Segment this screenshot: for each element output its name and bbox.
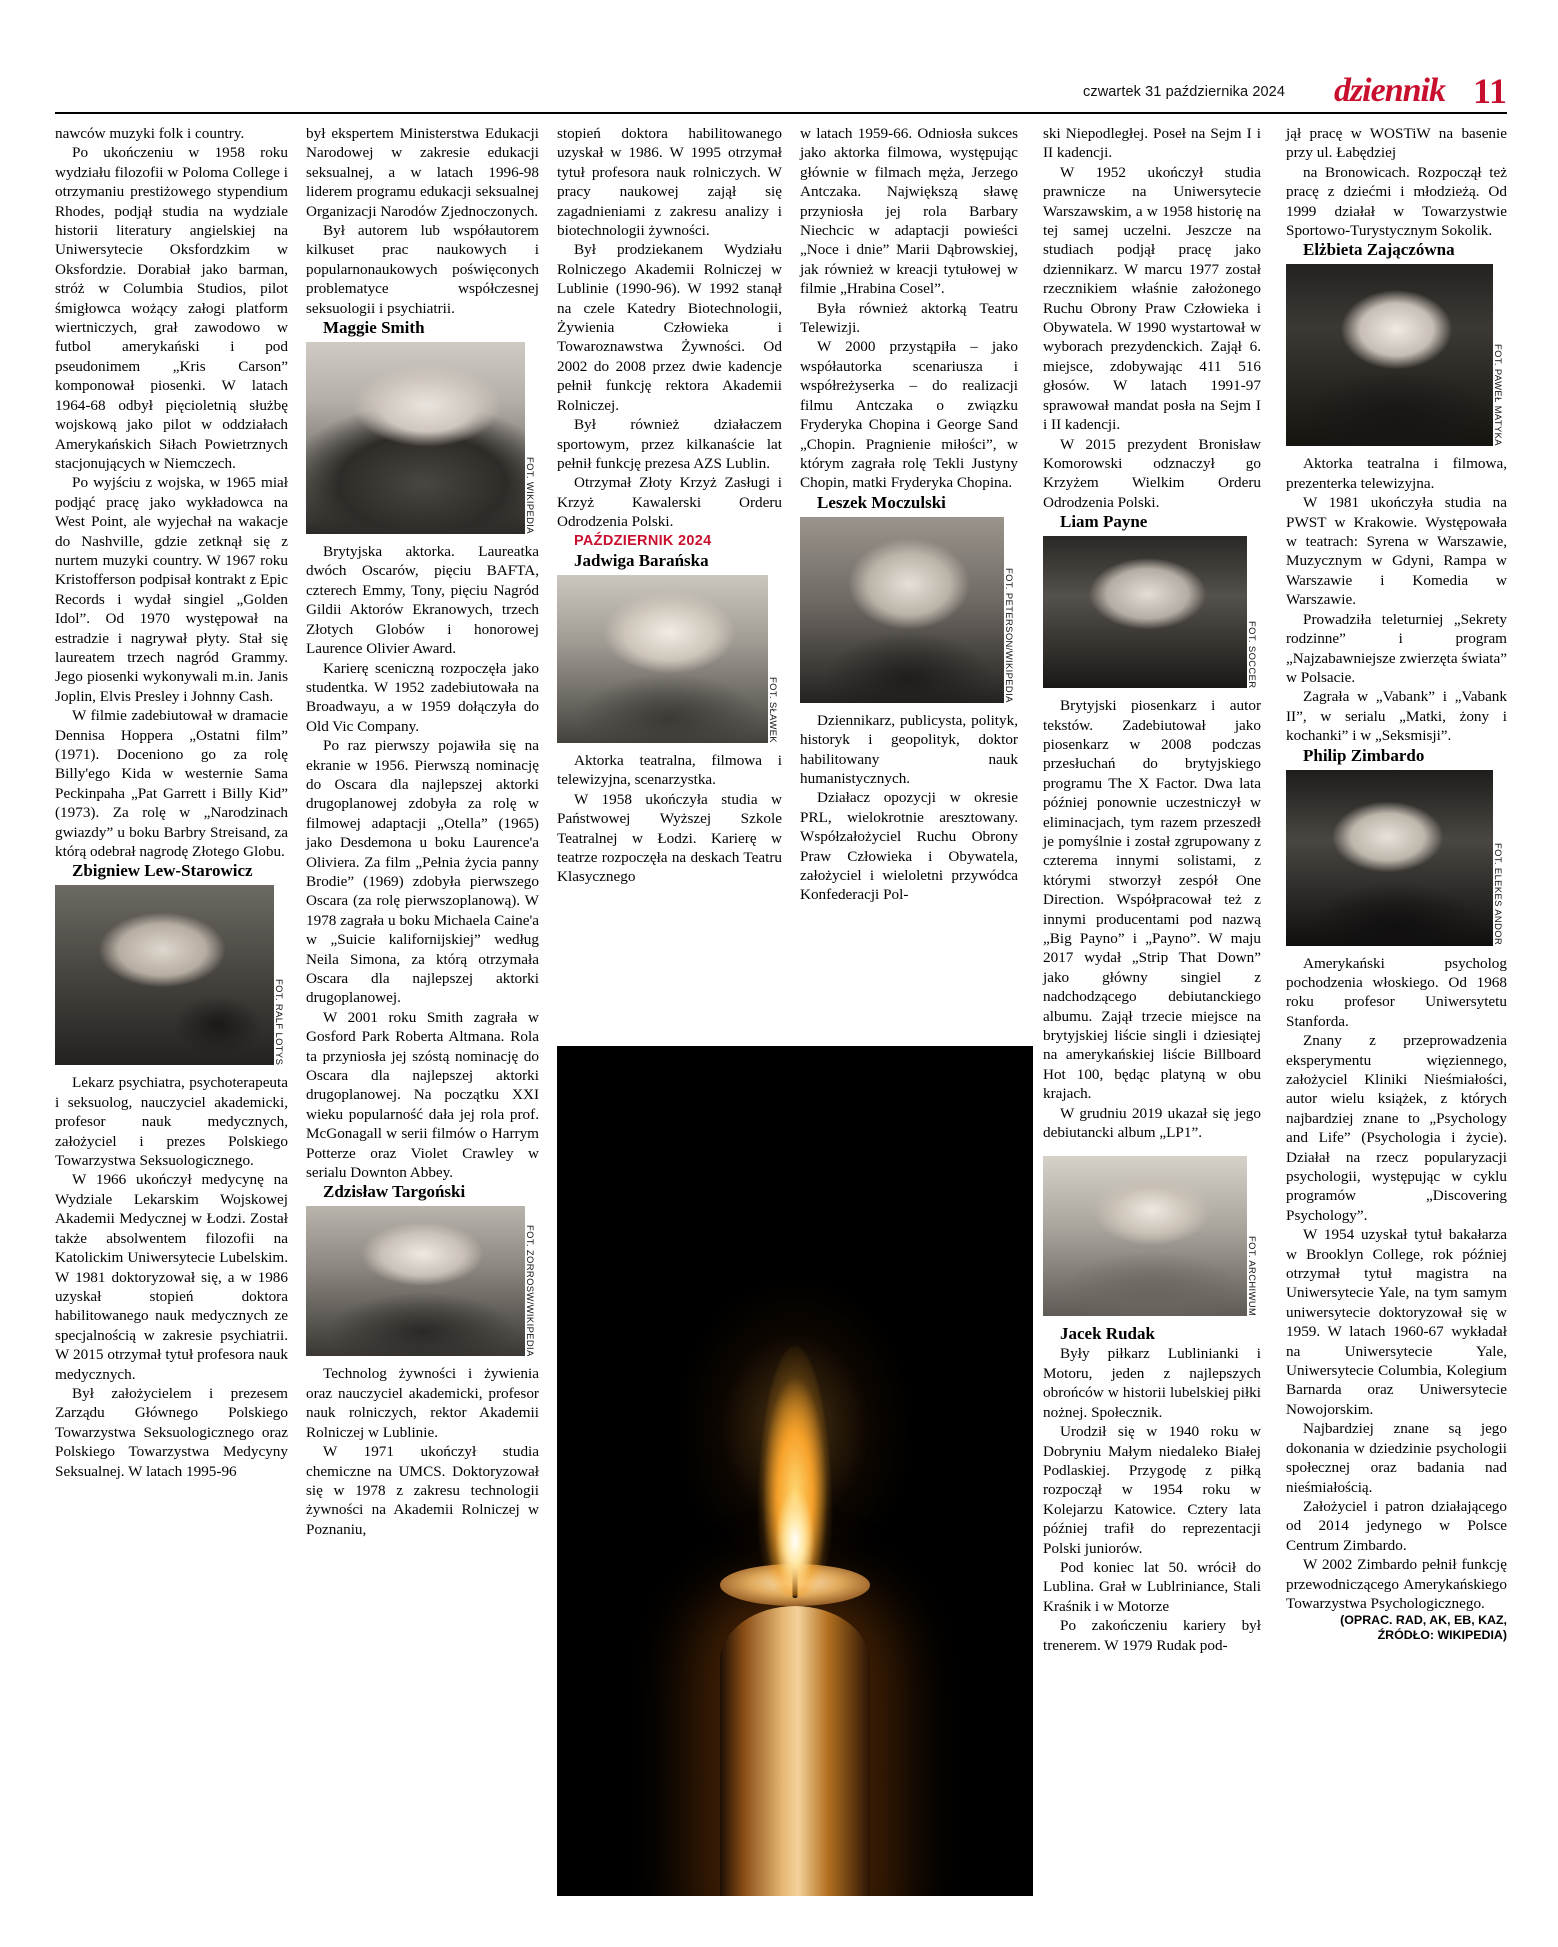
page-number: 11	[1472, 71, 1507, 111]
person-heading-zbigniew-lew-starowicz: Zbigniew Lew-Starowicz	[72, 861, 253, 881]
photo-zdzislaw-targonski	[306, 1206, 539, 1356]
photo-credit: FOT. RALF LOTYS	[274, 885, 288, 1065]
paragraph: Były piłkarz Lublinianki i Motoru, jeden z najlepszych obrońców w historii lubelskiej piłki nożnej. Społecznik.	[1043, 1345, 1261, 1421]
paragraph: Zagrała w „Vabank” i „Vabank II”, w serialu „Matki, żony i kochanki” i w „Seksmisji”.	[1286, 688, 1507, 745]
paragraph: W 2001 roku Smith zagrała w Gosford Park Roberta Altmana. Rola ta przyniosła jej szóstą nominację do Oscara dla najlepszej aktorki drugoplanowej. Na początku XXI wieku popularność dała jej rola prof. McGonagall w serii filmów o Harrym Potterze oraz Violet Crawley w serialu Downton Abbey.	[306, 1008, 539, 1182]
paragraph: Karierę sceniczną rozpoczęła jako studentka. W 1952 zadebiutowała na Broadwayu, a w 1959 dołączyła do Old Vic Company.	[306, 659, 539, 735]
paragraph: nawców muzyki folk i country.	[55, 125, 245, 142]
paragraph: Urodził się w 1940 roku w Dobryniu Małym niedaleko Białej Podlaskiej. Przygodę z piłką rozpoczął w 1954 roku w Kolejarzu Katowice. Cztery lata później trafił do reprezentacji Polski juniorów.	[1043, 1423, 1261, 1557]
paragraph: był ekspertem Ministerstwa Edukacji Narodowej w zakresie edukacji seksualnej, a w latach 1996-98 liderem programu edukacji seksualnej Organizacji Narodów Zjednoczonych.	[306, 125, 539, 220]
person-heading-maggie-smith: Maggie Smith	[323, 318, 425, 338]
paragraph: Był również działaczem sportowym, przez kilkanaście lat pełnił funkcję prezesa AZS Lublin.	[557, 416, 782, 472]
section-label-pazdziernik-2024: PAŹDZIERNIK 2024	[574, 532, 712, 549]
photo-liam-payne	[1043, 536, 1261, 688]
photo-credit: FOT. SŁAWEK	[768, 575, 782, 743]
publication-logo: dziennik	[1333, 72, 1445, 109]
paragraph: Aktorka teatralna i filmowa, prezenterka telewizyjna.	[1286, 455, 1507, 492]
person-heading-jadwiga-baranska: Jadwiga Barańska	[574, 550, 709, 570]
paragraph: Pod koniec lat 50. wrócił do Lublina. Grał w Lublriniance, Stali Kraśnik i w Motorze	[1043, 1558, 1261, 1615]
header-divider	[55, 112, 1507, 114]
photo-credit: FOT. PETERSON/WIKIPEDIA	[1004, 517, 1018, 703]
photo-credit: FOT. ELEKES ANDOR	[1493, 770, 1507, 946]
paragraph: na Bronowicach. Rozpoczął też pracę z dziećmi i młodzieżą. Od 1999 działał w Towarzystwie Sportowo-Turystycznym Sokolik.	[1286, 163, 1507, 240]
editorial-credit: (OPRAC. RAD, AK, EB, KAZ, ŹRÓDŁO: WIKIPEDIA)	[1340, 1613, 1507, 1643]
photo-jacek-rudak	[1043, 1156, 1261, 1316]
paragraph: Po zakończeniu kariery był trenerem. W 1979 Rudak pod-	[1043, 1617, 1261, 1654]
paragraph: Znany z przeprowadzenia eksperymentu więziennego, założyciel Kliniki Nieśmiałości, autor wielu książek, z których najbardziej znane to „Psychology and Life” (Psychologia i życie). Działał na rzecz popularyzacji psychologii, występując w cyklu programów „Discovering Psychology”.	[1286, 1032, 1507, 1224]
column-4	[800, 124, 1018, 905]
column-5	[1043, 124, 1261, 1655]
paragraph: w latach 1959-66. Odniosła sukces jako aktorka filmowa, występując głównie w filmach męża, Jerzego Antczaka. Największą sławę przyniosła jej rola Barbary Niechcic w adaptacji powieści „Noce i dnie” Marii Dąbrowskiej, jak również w kreacji tytułowej w filmie „Hrabina Cosel”.	[800, 125, 1018, 298]
person-heading-jacek-rudak: Jacek Rudak	[1060, 1324, 1155, 1344]
person-heading-zdzislaw-targonski: Zdzisław Targoński	[323, 1182, 466, 1202]
photo-credit: FOT. WIKIPEDIA	[525, 342, 539, 534]
candle-photo	[557, 1046, 1033, 1896]
column-2	[306, 124, 539, 1539]
paragraph: Amerykański psycholog pochodzenia włoskiego. Od 1968 roku profesor Uniwersytetu Stanforda.	[1286, 954, 1507, 1030]
paragraph: Technolog żywności i żywienia oraz nauczyciel akademicki, profesor nauk rolniczych, rektor Akademii Rolniczej w Lublinie.	[306, 1365, 539, 1441]
paragraph: Brytyjski piosenkarz i autor tekstów. Zadebiutował jako piosenkarz w 2008 podczas przesłuchań do brytyjskiego programu The X Factor. Dwa lata później ponownie uczestniczył w eliminacjach, tym razem przeszedł je pomyślnie i został zgrupowany z czterema innymi solistami, z którymi stworzył zespół One Direction. Współpracował też z innymi producentami pod nazwą „Big Payno” i „Payno”. W maju 2017 wydał „Strip That Down” jako główny singiel z nadchodzącego debiutanckiego albumu. Zajął trzecie miejsce na brytyjskiej liście singli i dziesiątej na amerykańskiej liście Billboard Hot 100, będąc platyną w obu krajach.	[1043, 697, 1261, 1103]
paragraph: stopień doktora habilitowanego uzyskał w 1986. W 1995 otrzymał tytuł profesora nauk rolniczych. W pracy naukowej zajął się zagadnieniami z zakresu analizy i biotechnologii żywności.	[557, 125, 782, 240]
column-6	[1286, 124, 1507, 1643]
photo-credit: FOT. ZORROSW/WIKIPEDIA	[525, 1206, 539, 1356]
photo-credit: FOT. PAWEŁ MATYKA	[1493, 264, 1507, 446]
paragraph: Po ukończeniu w 1958 roku wydziału filozofii w Poloma College i otrzymaniu prestiżowego stypendium Rhodes, podjął studia na wydziale historii literatury angielskiej na Uniwersytecie Oksfordzkim w Oksfordzie. Dorabiał jako barman, stróż w Columbia Studios, pilot śmigłowca wożący załogi platform wiertniczych, grał zawodowo w futbol amerykański i pod pseudonimem „Kris Carson” komponował piosenki. W latach 1964-68 odbył pięcioletnią służbę wojskową jako pilot w oddziałach Amerykańskich Siłach Powietrznych stacjonujących w Niemczech.	[55, 144, 288, 472]
person-heading-philip-zimbardo: Philip Zimbardo	[1303, 745, 1425, 765]
paragraph: Był autorem lub współautorem kilkuset prac naukowych i popularnonaukowych poświęconych problematyce współczesnej seksuologii i psychiatrii.	[306, 222, 539, 317]
paragraph: W 2002 Zimbardo pełnił funkcję przewodniczącego Amerykańskiego Towarzystwa Psychologicznego.	[1286, 1556, 1507, 1612]
paragraph: Założyciel i patron działającego od 2014 jedynego w Polsce Centrum Zimbardo.	[1286, 1497, 1507, 1554]
paragraph: W 1954 uzyskał tytuł bakałarza w Brooklyn College, rok później otrzymał tytuł magistra na Uniwersytecie Yale, na tym samym uniwersytecie doktoryzował się w 1959. W latach 1960-67 wykładał na Uniwersytecie Yale, Uniwersytecie Columbia, Kolegium Barnarda oraz Uniwersytecie Nowojorskim.	[1286, 1226, 1507, 1418]
paragraph: W grudniu 2019 ukazał się jego debiutancki album „LP1”.	[1043, 1104, 1261, 1142]
issue-date: czwartek 31 października 2024	[1083, 84, 1285, 100]
photo-maggie-smith	[306, 342, 539, 534]
paragraph: Po wyjściu z wojska, w 1965 miał podjąć pracę jako wykładowca na West Point, ale wyjechał na wakacje do Nashville, gdzie zetknął się z nurtem muzyki country. W 1967 roku Kristofferson podpisał kontrakt z Epic Records i wydał singiel „Golden Idol”. Od 1970 występował na estradzie i nagrywał płyty. Stał się laureatem trzech nagród Grammy. Jego piosenki wykonywali m.in. Janis Joplin, Elvis Presley i Johnny Cash.	[55, 474, 288, 705]
paragraph: Otrzymał Złoty Krzyż Zasługi i Krzyż Kawalerski Orderu Odrodzenia Polski.	[557, 474, 782, 531]
masthead	[55, 71, 1507, 112]
photo-jadwiga-baranska	[557, 575, 782, 743]
paragraph: jął pracę w WOSTiW na basenie przy ul. Łabędziej	[1286, 125, 1507, 162]
paragraph: Aktorka teatralna, filmowa i telewizyjna, scenarzystka.	[557, 751, 782, 789]
paragraph: W 1966 ukończył medycynę na Wydziale Lekarskim Wojskowej Akademii Medycznej w Łodzi. Został także absolwentem filozofii na Katolickim Uniwersytecie Lubelskim. W 1981 doktoryzował się, a w 1986 uzyskał stopień doktora habilitowanego nauk medycznych ze specjalnością w zakresie psychiatrii. W 2015 otrzymał tytuł profesora nauk medycznych.	[55, 1171, 288, 1383]
paragraph: W filmie zadebiutował w dramacie Dennisa Hoppera „Ostatni film” (1971). Doceniono go za rolę Billy'ego Kida w westernie Sama Peckinpaha „Pat Garrett i Billy Kid” (1973). Za rolę w „Narodzinach gwiazdy” u boku Barbry Streisand, za którą odebrał nagrodę Złotego Globu.	[55, 707, 288, 861]
paragraph: W 2015 prezydent Bronisław Komorowski odznaczył go Krzyżem Wielkim Orderu Odrodzenia Polski.	[1043, 435, 1261, 511]
paragraph: ski Niepodległej. Poseł na Sejm I i II kadencji.	[1043, 125, 1261, 162]
photo-zbigniew-lew-starowicz	[55, 885, 288, 1065]
paragraph: Dziennikarz, publicysta, polityk, historyk i geopolityk, doktor habilitowany nauk humanistycznych.	[800, 711, 1018, 787]
paragraph: W 1981 ukończyła studia na PWST w Krakowie. Występowała w teatrach: Syrena w Warszawie, Muzycznym w Gdyni, Rampa w Warszawie i Komedia w Warszawie.	[1286, 494, 1507, 609]
paragraph: Był założycielem i prezesem Zarządu Głównego Polskiego Towarzystwa Seksuologicznego oraz Polskiego Towarzystwa Medycyny Seksualnej. W latach 1995-96	[55, 1384, 288, 1480]
paragraph: W 2000 przystąpiła – jako współautorka scenariusza i współreżyserka – do realizacji filmu Antczaka o związku Fryderyka Chopina i George Sand „Chopin. Pragnienie miłości”, w którym zagrała rolę Tekli Justyny Chopin, matki Fryderyka Chopina.	[800, 338, 1018, 492]
photo-credit: FOT. ARCHIWUM	[1247, 1156, 1261, 1316]
paragraph: Był prodziekanem Wydziału Rolniczego Akademii Rolniczej w Lublinie (1990-96). W 1992 stanął na czele Katedry Biotechnologii, Żywienia Człowieka i Towaroznawstwa Żywności. Od 2002 do 2008 przez dwie kadencje pełnił funkcję rektora Akademii Rolniczej.	[557, 241, 782, 414]
paragraph: Lekarz psychiatra, psychoterapeuta i seksuolog, nauczyciel akademicki, profesor nauk medycznych, założyciel i prezes Polskiego Towarzystwa Seksuologicznego.	[55, 1074, 288, 1170]
paragraph: Prowadziła teleturniej „Sekrety rodzinne” i program „Najzabawniejsze zwierzęta świata” w Polsacie.	[1286, 610, 1507, 686]
photo-credit: FOT. SOCCER	[1247, 536, 1261, 688]
candle-body	[720, 1606, 870, 1896]
paragraph: W 1952 ukończył studia prawnicze na Uniwersytecie Warszawskim, a w 1958 historię na tej samej uczelni. Jeszcze na studiach podjął pracę jako dziennikarz. W marcu 1977 został rzecznikiem właśnie założonego Ruchu Obrony Praw Człowieka i Obywatela. W 1990 wystartował w wyborach prezydenckich. Zajął 6. miejsce, zdobywając 411 516 głosów. W latach 1991-97 sprawował mandat posła na Sejm I i II kadencji.	[1043, 163, 1261, 434]
paragraph: Po raz pierwszy pojawiła się na ekranie w 1956. Pierwszą nominację do Oscara dla najlepszej aktorki drugoplanowej zdobyła za rolę w filmowej adaptacji „Otella” (1965) jako Desdemona u boku Laurence'a Oliviera. Za film „Pełnia życia panny Brodie” (1969) zdobyła pierwszego Oscara (za rolę pierwszoplanową). W 1978 zagrała u boku Michaela Caine'a w „Suicie kalifornijskiej” według Neila Simona, za którą otrzymała Oscara dla najlepszej aktorki drugoplanowej.	[306, 737, 539, 1007]
person-heading-liam-payne: Liam Payne	[1060, 512, 1148, 532]
paragraph: Działacz opozycji w okresie PRL, wielokrotnie aresztowany. Współzałożyciel Ruchu Obrony Praw Człowieka i Obywatela, założyciel i wieloletni przywódca Konfederacji Pol-	[800, 789, 1018, 904]
paragraph: W 1971 ukończył studia chemiczne na UMCS. Doktoryzował się w 1978 z zakresu technologii żywności na Akademii Rolniczej w Poznaniu,	[306, 1443, 539, 1538]
photo-leszek-moczulski	[800, 517, 1018, 703]
paragraph: W 1958 ukończyła studia w Państwowej Wyższej Szkole Teatralnej w Łodzi. Karierę w teatrze rozpoczęła na deskach Teatru Klasycznego	[557, 790, 782, 886]
paragraph: Brytyjska aktorka. Laureatka dwóch Oscarów, pięciu BAFTA, czterech Emmy, Tony, pięciu Nagród Gildii Aktorów Ekranowych, trzech Złotych Globów i honorowej Laurence Olivier Award.	[306, 543, 539, 658]
column-1	[55, 124, 288, 1481]
photo-elzbieta-zajaczowna	[1286, 264, 1507, 446]
person-heading-leszek-moczulski: Leszek Moczulski	[817, 492, 946, 512]
paragraph: Była również aktorką Teatru Telewizji.	[800, 299, 1018, 337]
person-heading-elzbieta-zajaczowna: Elżbieta Zajączówna	[1303, 240, 1455, 260]
photo-philip-zimbardo	[1286, 770, 1507, 946]
paragraph: Najbardziej znane są jego dokonania w dziedzinie psychologii społecznej oraz badania nad nieśmiałością.	[1286, 1420, 1507, 1496]
column-3	[557, 124, 782, 887]
